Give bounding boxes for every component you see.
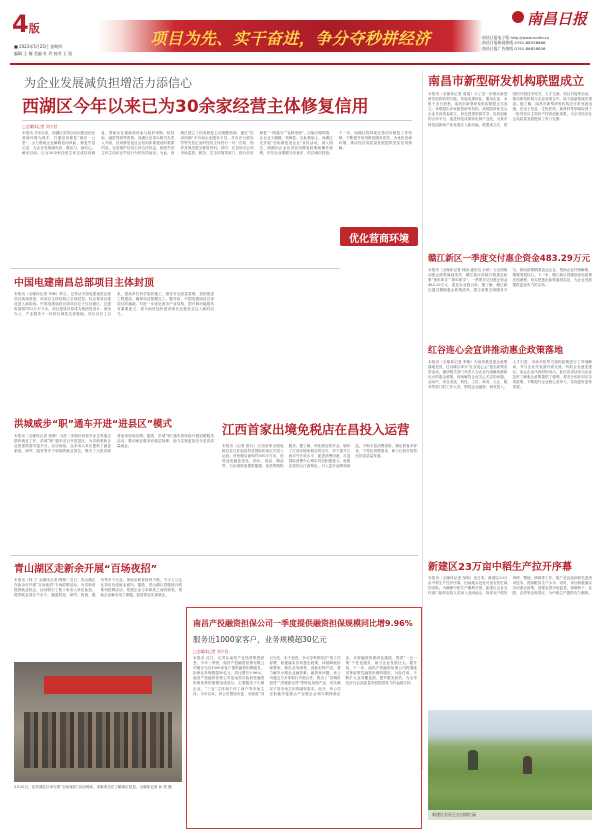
lead-byline: □全媒体记者 刘宁君 xyxy=(22,124,58,129)
chinese-startup-title: 中国电建南昌总部项目主体封顶 xyxy=(14,278,154,289)
page-number-suffix: 版 xyxy=(28,22,40,35)
optimize-badge xyxy=(340,227,418,246)
jiangxi-shop-title: 江西首家出境免税店在昌投入运营 xyxy=(222,422,410,437)
lead-body: 本报讯 今年以来，西湖区坚持以信用建设优化营商环境为抓手，打通信用修复“最后一公里”，全力帮助企业解除信用风险、修复失信记录，为企业发展减负担、增活力、添信心。截至目前，已为30余家经营主体完成信用修复，帮助企业重新获得参与政府采购、招投标、融资贷款等资格。西湖区信用办相关负责人介绍，信用修复是社会信用体系建设的重要内容，也是保护信用主体合法权益、鼓励失信主体主动纠正失信行为的有效途径。为此，西湖区建立了信用修复主动提醒机制，通过“信用西湖”平台和企业服务专员，对存在行政处罚等失信记录的经营主体进行一对一告知，指导其规范提交修复材料。同时，区信用办会同市场监管、税务、生态环境等部门，推行信用修复“一网通办”“容缺受理”，压缩办理时限，让企业少跑腿、快修复。在此基础上，西湖区还开展“信用修复进企业”宣传活动，深入园区、商圈向企业宣讲信用修复政策和操作流程，引导企业增强守信意识，依法诚信经营。下一步，西湖区将持续完善信用修复工作机制，不断提升信用修复服务质效，为优化营商环境、推动经济高质量发展提供坚实信用保障。 xyxy=(22,131,412,156)
hongcheng-title: 洪城威步“职”通车开进“进县区”模式 xyxy=(14,419,172,430)
page-header xyxy=(0,0,600,62)
hongcheng-body: 本报讯（全媒体记者 徐静）为进一步做好高校毕业生等重点群体就业工作，洪城“职”通车近日开进县区，为求职者和企业搭建供需对接平台。活动现场，众多用人单位提供了涵盖制造、商贸、服务等多个领域的就业岗位，吸引了大批求职者前来咨询应聘。据悉，洪城“职”通车将持续开展招聘服务活动，推动就业服务向基层延伸，助力实现更加充分更高质量就业。 xyxy=(14,434,214,454)
banner-slogan: 项目为先、实干奋进，争分夺秒拼经济 xyxy=(150,29,431,48)
ganzhou-body: 本报讯（全媒体记者 林澍 通讯员 余茜）为全面推动惠企政策落地见效，赣江新区持续开展惠企政策“免申即享”“即申即享”，一季度共兑付惠企资金483.29万元，惠及企业数百家。据了解，赣江新区通过梳理惠企政策清单，建立政策兑现服务平台，推动政策精准直达企业，帮助企业纾困解难、增强发展信心。下一步，赣江新区将继续优化政策兑现流程，切实把惠企政策落到实处，为企业发展提供更加有力的支持。 xyxy=(428,268,592,293)
job-fair-photo xyxy=(14,662,182,782)
header-rule xyxy=(10,63,590,65)
contact-line: 南昌日报新闻热线 0791-88558666 xyxy=(482,40,546,46)
field-photo xyxy=(428,710,592,820)
featured-subtitle: 服务近1000家客户，业务规模超30亿元 xyxy=(193,635,327,644)
contact-line: 南昌日报广告热线 0791-86858856 xyxy=(482,45,546,51)
featured-title: 南昌产投融资担保公司一季度提供融资担保规模同比增9.96% xyxy=(193,619,413,628)
date-line: ■ 2023年5月25日 星期四 xyxy=(14,44,63,49)
section-rule xyxy=(10,555,418,556)
header-banner xyxy=(98,20,483,52)
lead-title-rule xyxy=(22,120,412,121)
page-number-value: 4 xyxy=(12,10,29,38)
brand-logo xyxy=(512,8,590,30)
qingshan-body: 本报讯（林 宁 全媒体记者 陶骏）近日，青山湖区在新余市开展“百场夜招”专场招聘活动，为求职者提供就业机会。活动吸引了数十家用人单位参加，提供就业岗位千余个，涵盖制造、商贸、物流、服务等多个行业。现场求职者络绎不绝，不少人与企业初步达成就业意向。据悉，青山湖区将继续开展系列招聘活动，搭建企业与求职者之间的桥梁，帮助企业解决用工难题，促进群众实现就业。 xyxy=(14,578,182,598)
field-photo-figures xyxy=(523,756,532,774)
contact-line: 南昌日报电子版 http://www.ncdtv.cn xyxy=(482,35,550,40)
newdistrict-body: 本报讯（全媒体记者 邹海）连日来，新建区23万亩中稻生产拉开序幕，田间地头处处可见农民忙碌的身影。为确保中稻生产顺利开展，新建区农业农村部门组织农技人员深入田间地头，指导农户做好育秧、整地、移栽等工作，推广优良品种和先进适用技术，提高粮食生产水平。同时，该区积极落实各项惠农政策，加强农资市场监管，保障种子、化肥、农药等农资供应，为中稻生产提供有力保障。 xyxy=(428,576,592,596)
pension-union-title: 南昌市新型研发机构联盟成立 xyxy=(428,74,585,88)
job-fair-caption: 5月25日，在洪城社区举办的“百场夜招”活动现场，求职者正在了解岗位信息。全媒体记者 孙 笑 摄 xyxy=(14,785,172,789)
right-column-divider xyxy=(422,70,423,770)
field-photo-figures xyxy=(468,750,478,770)
featured-article-box xyxy=(186,607,422,829)
section-rule xyxy=(10,268,340,269)
editor-line: 编辑 王 楠 美编 杜 玲 校对 王 琰 xyxy=(14,51,73,56)
lead-title: 西湖区今年以来已为30余家经营主体修复信用 xyxy=(22,97,369,117)
brand-logo-text: 南昌日报 xyxy=(527,10,588,28)
pension-union-body: 本报讯（全媒体记者 周翔）为了进一步推动新型研发机构转型升级、发展成果转化，服务企业，本报于近日获悉，南昌市新型研发机构联盟正式成立。该联盟由多家新型研发机构、高校院所和龙头企业共同发起成立，旨在搭建资源共享、协同创新的合作平台，促进科技成果转化和产业化，为我市科技创新和产业发展注入新动能。联盟成立后，将组织开展技术攻关、人才交流、项目对接等活动，推动研发机构与企业深度合作，助力创新型城市建设。据了解，南昌市新型研发机构近年来发展迅速，在电子信息、生物医药、新材料等领域取得了一批具有自主知识产权的创新成果，为全市经济社会高质量发展提供了有力支撑。 xyxy=(428,92,592,127)
contact-info xyxy=(482,35,594,51)
ganzhou-title: 赣江新区一季度交付惠企资金483.29万元 xyxy=(428,254,591,264)
page-number xyxy=(12,10,40,38)
field-photo-caption: 新建区农民正在田间忙碌 xyxy=(428,810,592,820)
featured-byline: □全媒体记者 刘宁君 xyxy=(193,649,229,654)
optimize-badge-label: 优化营商环境 xyxy=(349,234,409,245)
chinese-startup-body: 本报讯（全媒体记者 毕峰）昨日，记者从中国电建南昌总部项目现场获悉，该项目主体结构已全部封顶，标志着项目建设进入新阶段。中国电建南昌总部项目位于红谷滩区，总建筑面积约15万平方米，项目建成后将成为集研发设计、商务办公、产业服务于一体的区域性总部基地。项目自开工以来，建设单位科学组织施工，强化安全质量管理，加快推进工程建设，确保项目按期完工。据介绍，中国电建南昌总部项目的落地，对进一步优化我市产业结构、提升城市能级具有重要意义，将为南昌加快建设现代化强省会注入新的活力。 xyxy=(14,292,214,317)
featured-body: 本报讯 近日，记者从南昌产业投资集团获悉，今年一季度，南昌产投融资担保有限公司累计为近1000家客户提供融资担保服务，担保业务规模超30亿元，同比增长9.96%。南昌产投融资担保公司是南昌市政府性融资担保体系的重要组成部分，主要服务于小微企业、“三农”主体和个体工商户等市场主体。今年以来，该公司围绕市委、市政府“项目为先、实干奋进，争分夺秒拼经济”的工作部署，积极落实各项惠企政策，持续降低担保费率，简化业务流程，创新担保产品，着力解决小微企业融资难、融资贵问题。该公司通过与多家银行开展合作，推出了“洪城科创贷”“洪城惠农贷”等特色担保产品，切实满足不同市场主体的融资需求。此外，该公司还积极对接重点产业链企业和专精特新企业，开辟融资担保绿色通道，提供“一企一策”个性化服务，助力企业发展壮大。据介绍，下一步，南昌产投融资担保公司将继续发挥政策性融资担保的增信、分险作用，不断扩大业务覆盖面，提升服务质效，为全市经济社会高质量发展提供有力的金融支持。 xyxy=(193,656,417,696)
newdistrict-title: 新建区23万亩中稻生产拉开序幕 xyxy=(428,562,572,573)
red-campaign-body: 本报讯（全媒体记者 李敏）为加快推进惠企政策落地见效，红谷滩区举办“红谷连心会”惠企政策宣讲活动，邀请相关部门负责人为企业代表解读最新出台的惠企政策，现场解答企业关心关注的问题。活动中，来自发改、科技、工信、商务、人社、税务等部门的工作人员，围绕企业融资、研发投入、人才引进、市场开拓等方面的政策进行了详细解读，并与企业代表面对面交流，听取企业意见建议。参会企业代表纷纷表示，此次宣讲活动为企业及时了解惠企政策提供了便利，将充分用好用足各项政策，不断提升企业核心竞争力，实现更好更快发展。 xyxy=(428,360,592,390)
lead-kicker: 为企业发展减负担增活力添信心 xyxy=(24,76,193,90)
brand-logo-icon xyxy=(512,11,524,23)
red-campaign-title: 红谷连心会宣讲推动惠企政策落地 xyxy=(428,346,564,356)
job-fair-photo-banner xyxy=(44,676,152,694)
job-fair-photo-crowd xyxy=(24,712,172,768)
qingshan-title: 青山湖区走新余开展“百场夜招” xyxy=(14,564,158,575)
jiangxi-shop-body: 本报讯（记者 陈巧）江西首家出境免税店近日在南昌昌北国际机场正式投入运营。该免税店面积约500平方米，经营品类涵盖香化、酒水、食品、精品等，为出境旅客提供便捷、优质的购物服务。据了解，该免税店的开业，填补了江西出境免税店的空白，对于提升江西对外开放水平、促进消费回流、打造国际消费中心城市具有积极意义。免税店将结合江西特色，引入更多品牌和商品，不断丰富消费供给，满足旅客多样化、个性化消费需求，助力江西开放型经济高质量发展。 xyxy=(222,444,417,469)
